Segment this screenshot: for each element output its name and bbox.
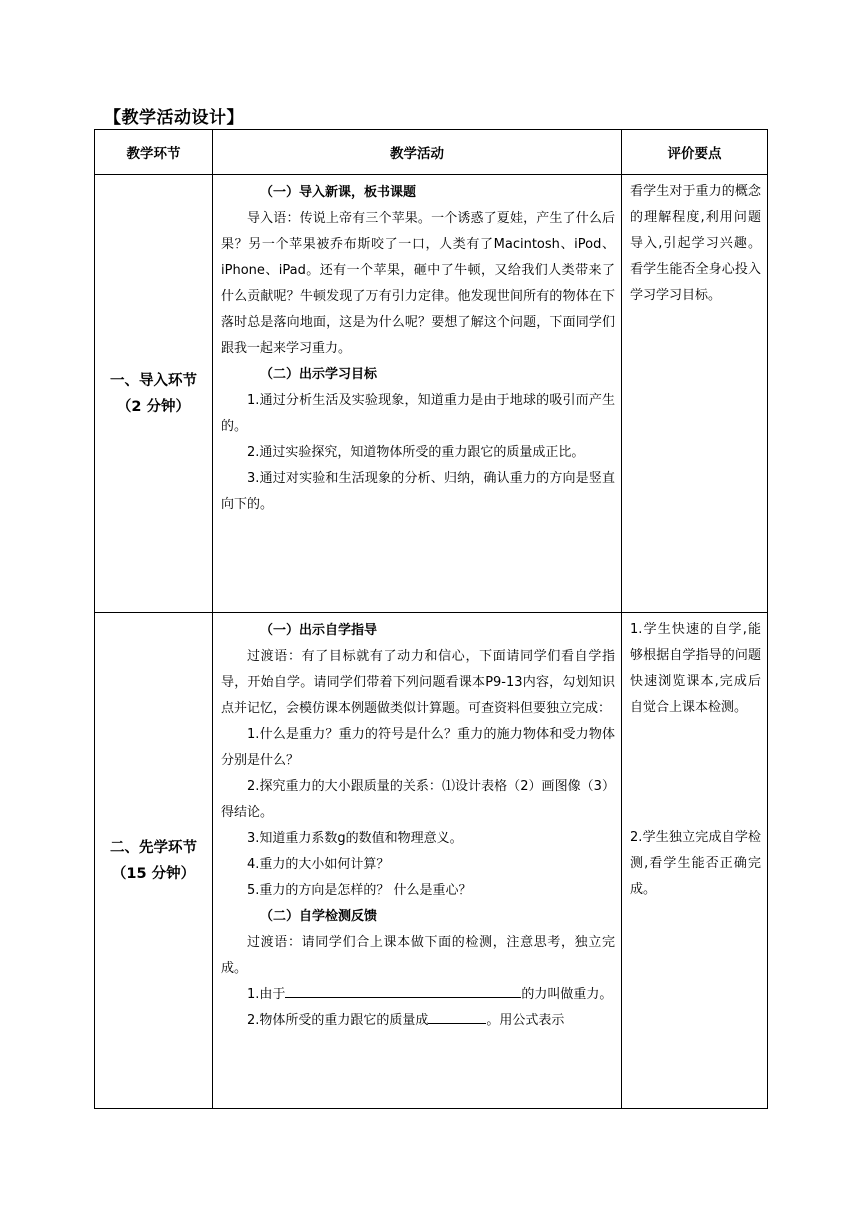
activity-paragraph: 1.通过分析生活及实验现象，知道重力是由于地球的吸引而产生的。: [221, 393, 615, 434]
section-cell: [95, 613, 213, 1109]
fill-blank-question: [221, 982, 615, 1008]
page-title: 【教学活动设计】: [104, 108, 244, 128]
activity-paragraph: 1.什么是重力？重力的符号是什么？重力的施力物体和受力物体分别是什么？: [221, 727, 615, 768]
section-name: 一、导入环节: [110, 372, 197, 389]
evaluation-cell: [622, 175, 768, 613]
evaluation-text: 看学生对于重力的概念的理解程度,利用问题导入,引起学习兴趣。看学生能否全身心投入学习学习目标。: [630, 184, 761, 303]
table-row: [95, 175, 768, 613]
activity-heading: （一）出示自学指导: [260, 623, 378, 638]
activity-paragraph: 2.探究重力的大小跟质量的关系：⑴设计表格（2）画图像（3）得结论。: [221, 779, 615, 820]
activity-heading: （二）自学检测反馈: [260, 909, 378, 924]
activity-paragraph: 过渡语：请同学们合上课本做下面的检测，注意思考，独立完成。: [221, 935, 615, 976]
evaluation-text: 2.学生独立完成自学检测,看学生能否正确完成。: [630, 830, 761, 897]
activity-cell: [213, 613, 622, 1109]
activity-heading: （二）出示学习目标: [260, 367, 378, 382]
section-time: （15 分钟）: [111, 865, 196, 882]
activity-paragraph: 5.重力的方向是怎样的？ 什么是重心？: [247, 883, 472, 898]
activity-paragraph: 3.通过对实验和生活现象的分析、归纳，确认重力的方向是竖直向下的。: [221, 471, 615, 512]
section-cell: [95, 175, 213, 613]
question-text: 2.物体所受的重力跟它的质量成: [247, 1013, 429, 1028]
activity-cell: [213, 175, 622, 613]
fill-blank-question: [221, 1008, 615, 1034]
evaluation-text: 1.学生快速的自学,能够根据自学指导的问题快速浏览课本,完成后自觉合上课本检测。: [630, 622, 761, 715]
teaching-activity-table: [94, 129, 768, 1109]
activity-paragraph: 2.通过实验探究，知道物体所受的重力跟它的质量成正比。: [247, 445, 585, 460]
section-time: （2 分钟）: [116, 398, 191, 415]
table-row: [95, 613, 768, 1109]
activity-paragraph: 3.知道重力系数g的数值和物理意义。: [247, 831, 463, 846]
activity-paragraph: 4.重力的大小如何计算？: [247, 857, 390, 872]
activity-paragraph: 导入语：传说上帝有三个苹果。一个诱惑了夏娃，产生了什么后果？另一个苹果被乔布斯咬了一口，人类有了Macintosh、iPod、iPhone、iPad。还有一个苹果，砸中了牛顿，又给我们人类带来了什么贡献呢？牛顿发现了万有引力定律。他发现世间所有的物体在下落时总是落向地面，这是为什么呢？要想了解这个问题，下面同学们跟我一起来学习重力。: [221, 211, 615, 356]
question-text: 的力叫做重力。: [521, 987, 613, 1002]
table-header-row: [95, 130, 768, 175]
evaluation-cell: [622, 613, 768, 1109]
activity-heading: （一）导入新课，板书课题: [260, 185, 417, 200]
answer-blank[interactable]: [428, 1009, 486, 1024]
question-text: 。用公式表示: [486, 1013, 565, 1028]
header-evaluation: 评价要点: [622, 130, 768, 175]
header-activity: 教学活动: [213, 130, 622, 175]
question-text: 1.由于: [247, 987, 286, 1002]
header-stage: 教学环节: [95, 130, 213, 175]
answer-blank[interactable]: [285, 983, 521, 998]
activity-paragraph: 过渡语：有了目标就有了动力和信心，下面请同学们看自学指导，开始自学。请同学们带着下列问题看课本P9-13内容，勾划知识点并记忆，会模仿课本例题做类似计算题。可查资料但要独立完成：: [221, 649, 615, 716]
section-name: 二、先学环节: [110, 839, 197, 856]
